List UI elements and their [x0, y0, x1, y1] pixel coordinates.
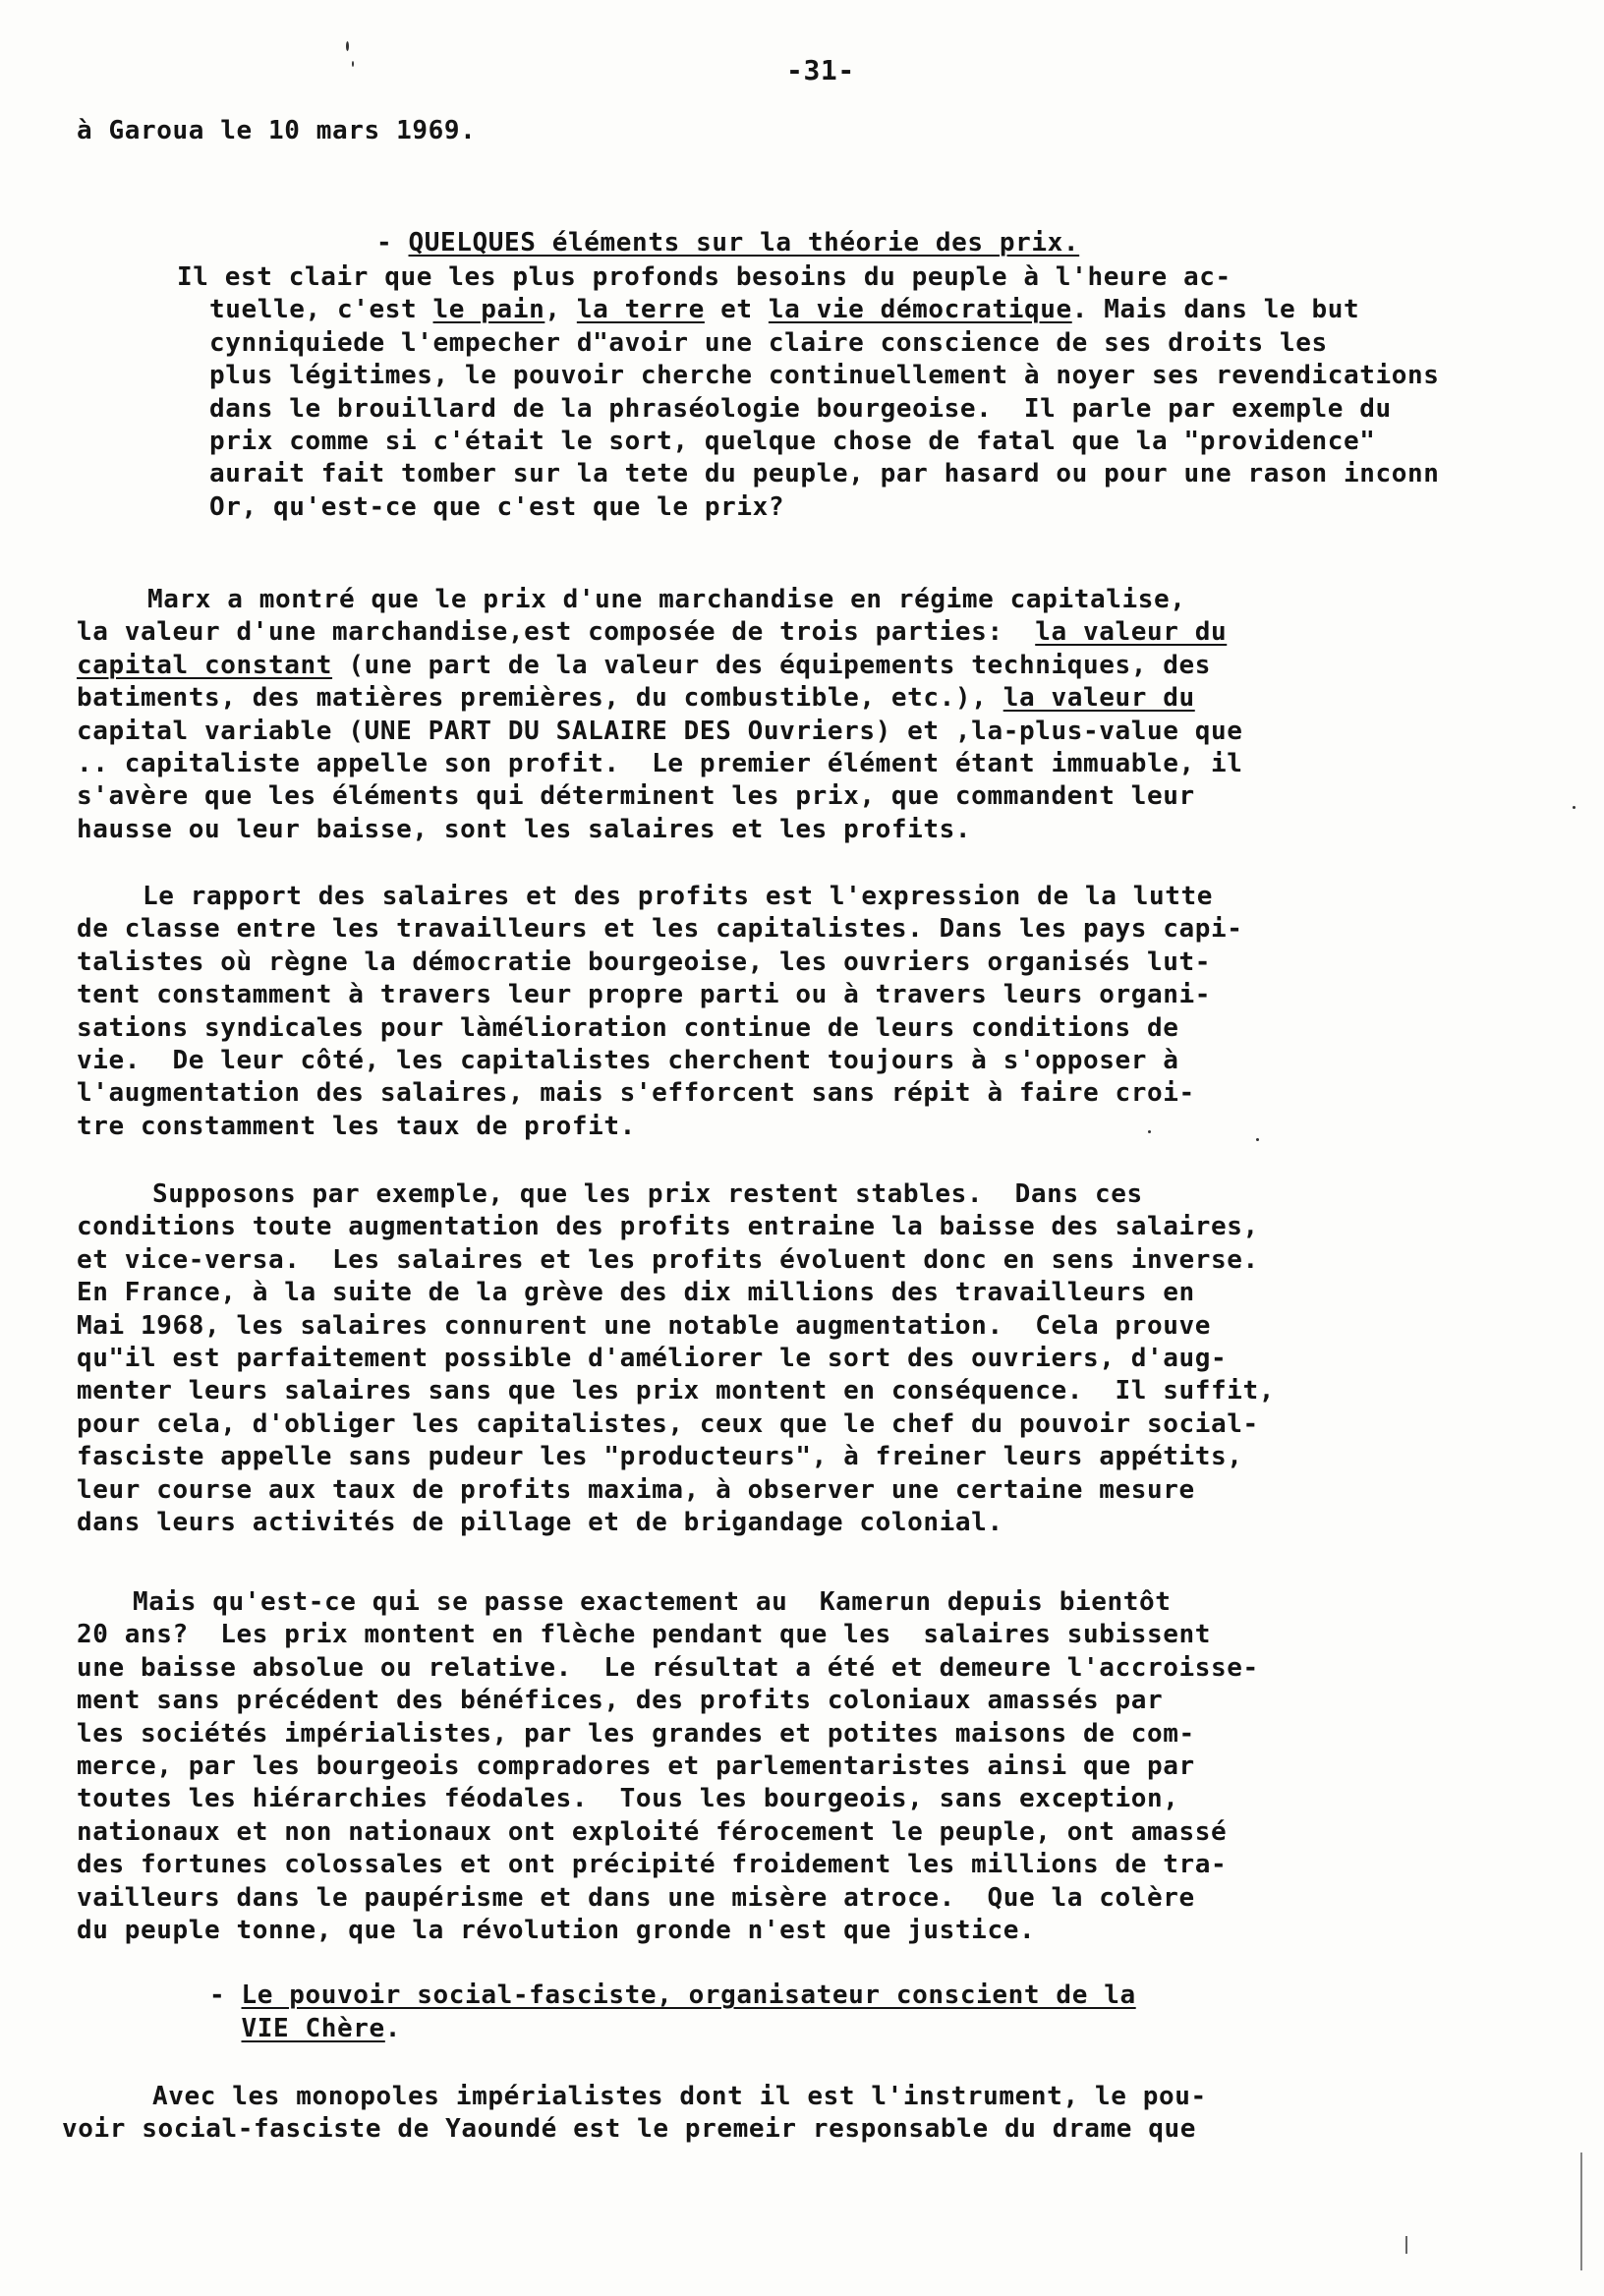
- text-line: [77, 815, 971, 844]
- underlined-text: la valeur du: [1035, 617, 1228, 647]
- text-line: [77, 651, 1211, 680]
- text-run: s'avère que les éléments qui déterminent les prix, que commandent leur: [77, 781, 1195, 811]
- text-line: [147, 585, 1185, 614]
- underlined-text: la terre: [576, 295, 705, 324]
- text-line: [209, 295, 1359, 324]
- text-run: vailleurs dans le paupérisme et dans une misère atroce. Que la colère: [77, 1883, 1195, 1913]
- text-run: Le rapport des salaires et des profits est l'expression de la lutte: [143, 882, 1213, 911]
- text-line: [143, 882, 1213, 911]
- text-run: les sociétés impérialistes, par les grandes et potites maisons de com-: [77, 1719, 1195, 1749]
- text-line: [77, 1112, 636, 1141]
- text-line: [133, 1587, 1171, 1617]
- text-run: du peuple tonne, que la révolution gronde n'est que justice.: [77, 1916, 1036, 1945]
- text-run: 20 ans? Les prix montent en flèche pendant que les salaires subissent: [77, 1620, 1211, 1649]
- text-run: et vice-versa. Les salaires et les profits évoluent donc en sens inverse.: [77, 1245, 1259, 1275]
- text-run: Or, qu'est-ce que c'est que le prix?: [209, 492, 785, 522]
- text-line: [177, 262, 1232, 292]
- text-line: [77, 781, 1195, 811]
- text-line: [77, 1784, 1178, 1813]
- text-line: [77, 980, 1211, 1009]
- text-run: pour cela, d'obliger les capitalistes, ceux que le chef du pouvoir social-: [77, 1409, 1259, 1439]
- text-run: capital variable (UNE PART DU SALAIRE DES Ouvriers) et ,la-plus-value que: [77, 717, 1243, 746]
- text-line: [77, 1653, 1259, 1683]
- text-line: [77, 1078, 1195, 1108]
- text-line: [77, 1850, 1227, 1879]
- text-run: tuelle, c'est: [209, 295, 433, 324]
- text-line: [209, 361, 1440, 390]
- text-run: batiments, des matières premières, du combustible, etc.),: [77, 683, 1003, 713]
- text-line: [77, 1817, 1227, 1847]
- text-line: [77, 1686, 1163, 1715]
- dateline: à Garoua le 10 mars 1969.: [77, 116, 477, 145]
- text-run: dans leurs activités de pillage et de brigandage colonial.: [77, 1508, 1003, 1537]
- text-run: talistes où règne la démocratie bourgeoise, les ouvriers organisés lut-: [77, 947, 1211, 977]
- text-run: qu"il est parfaitement possible d'améliorer le sort des ouvriers, d'aug-: [77, 1344, 1228, 1373]
- text-run: l'augmentation des salaires, mais s'efforcent sans répit à faire croi-: [77, 1078, 1195, 1108]
- scan-speck: [352, 61, 354, 67]
- text-line: [152, 2082, 1207, 2111]
- text-run: voir social-fasciste de Yaoundé est le premeir responsable du drame que: [62, 2114, 1196, 2144]
- text-line: [77, 1508, 1003, 1537]
- text-line: [77, 1883, 1195, 1913]
- scan-speck: [1256, 1138, 1259, 1141]
- text-line: [77, 1620, 1211, 1649]
- text-line: [62, 2114, 1196, 2144]
- heading-text: VIE Chère: [241, 2014, 385, 2043]
- underlined-text: capital constant: [77, 651, 333, 680]
- heading-text: Le pouvoir social-fasciste, organisateur conscient de la: [241, 1980, 1136, 2010]
- scan-speck: [1573, 806, 1575, 809]
- text-line: [209, 492, 784, 522]
- text-run: des fortunes colossales et ont précipité froidement les millions de tra-: [77, 1850, 1228, 1879]
- text-run: menter leurs salaires sans que les prix montent en conséquence. Il suffit,: [77, 1376, 1275, 1406]
- text-run: . Mais dans le but: [1071, 295, 1360, 324]
- text-line: [77, 1046, 1178, 1075]
- text-run: tent constamment à travers leur propre parti ou à travers leurs organi-: [77, 980, 1211, 1009]
- section-heading-1: [376, 228, 1079, 258]
- text-run: de classe entre les travailleurs et les capitalistes. Dans les pays capi-: [77, 914, 1243, 944]
- text-run: fasciste appelle sans pudeur les "producteurs", à freiner leurs appétits,: [77, 1442, 1243, 1471]
- text-run: conditions toute augmentation des profits entraine la baisse des salaires,: [77, 1212, 1259, 1241]
- text-line: [209, 459, 1440, 488]
- section-heading-2-line-2: [209, 2014, 401, 2043]
- text-line: [77, 1344, 1227, 1373]
- text-line: [209, 427, 1376, 456]
- text-run: merce, par les bourgeois compradores et parlementaristes ainsi que par: [77, 1751, 1195, 1781]
- text-run: aurait fait tomber sur la tete du peuple, par hasard ou pour une rason inconn: [209, 459, 1440, 488]
- text-run: dans le brouillard de la phraséologie bourgeoise. Il parle par exemple du: [209, 394, 1392, 424]
- text-run: En France, à la suite de la grève des dix millions des travailleurs en: [77, 1278, 1195, 1307]
- text-line: [77, 1719, 1195, 1749]
- text-line: [77, 717, 1243, 746]
- text-line: [77, 1442, 1243, 1471]
- scan-speck: [346, 41, 349, 51]
- text-line: [77, 1409, 1259, 1439]
- scan-edge-mark: [1580, 2152, 1582, 2270]
- text-line: [77, 1212, 1259, 1241]
- text-line: [77, 1013, 1178, 1043]
- text-line: [77, 1916, 1035, 1945]
- text-run: cynniquiede l'empecher d"avoir une claire conscience de ses droits les: [209, 328, 1328, 358]
- text-run: Mais qu'est-ce qui se passe exactement au Kamerun depuis bientôt: [133, 1587, 1172, 1617]
- page-number: -31-: [786, 54, 855, 86]
- heading-suffix: .: [384, 2014, 402, 2043]
- text-line: [77, 1278, 1195, 1307]
- scan-edge-mark: [1405, 2236, 1407, 2254]
- text-run: ,: [544, 295, 577, 324]
- text-line: [77, 1376, 1275, 1406]
- text-run: toutes les hiérarchies féodales. Tous les bourgeois, sans exception,: [77, 1784, 1179, 1813]
- text-run: hausse ou leur baisse, sont les salaires et les profits.: [77, 815, 972, 844]
- text-line: [77, 1245, 1259, 1275]
- text-run: prix comme si c'était le sort, quelque chose de fatal que la "providence": [209, 427, 1376, 456]
- heading-text: QUELQUES éléments sur la théorie des prix.: [408, 228, 1080, 258]
- text-run: la valeur d'une marchandise,est composée de trois parties:: [77, 617, 1036, 647]
- text-run: leur course aux taux de profits maxima, à observer une certaine mesure: [77, 1475, 1195, 1505]
- text-run: Il est clair que les plus profonds besoins du peuple à l'heure ac-: [177, 262, 1232, 292]
- text-line: [209, 328, 1328, 358]
- section-heading-2-line-1: [209, 1980, 1136, 2010]
- underlined-text: le pain: [432, 295, 545, 324]
- underlined-text: la valeur du: [1002, 683, 1195, 713]
- text-run: une baisse absolue ou relative. Le résultat a été et demeure l'accroisse-: [77, 1653, 1259, 1683]
- text-run: vie. De leur côté, les capitalistes cherchent toujours à s'opposer à: [77, 1046, 1179, 1075]
- text-line: [77, 1311, 1211, 1341]
- text-line: [77, 617, 1227, 647]
- heading-dash: -: [209, 1980, 242, 2010]
- text-line: [152, 1179, 1143, 1209]
- text-run: ment sans précédent des bénéfices, des profits coloniaux amassés par: [77, 1686, 1164, 1715]
- text-run: tre constamment les taux de profit.: [77, 1112, 636, 1141]
- text-line: [77, 1751, 1195, 1781]
- text-line: [77, 683, 1195, 713]
- text-line: [77, 749, 1243, 778]
- scan-speck: [1148, 1130, 1151, 1133]
- text-line: [77, 1475, 1195, 1505]
- text-run: Avec les monopoles impérialistes dont il est l'instrument, le pou-: [152, 2082, 1207, 2111]
- text-run: Marx a montré que le prix d'une marchandise en régime capitalise,: [147, 585, 1186, 614]
- text-run: (une part de la valeur des équipements techniques, des: [332, 651, 1211, 680]
- heading-dash: -: [376, 228, 409, 258]
- text-run: .. capitaliste appelle son profit. Le premier élément étant immuable, il: [77, 749, 1243, 778]
- text-run: plus légitimes, le pouvoir cherche continuellement à noyer ses revendications: [209, 361, 1440, 390]
- underlined-text: la vie démocratique: [768, 295, 1072, 324]
- text-line: [77, 914, 1243, 944]
- text-run: sations syndicales pour làmélioration continue de leurs conditions de: [77, 1013, 1179, 1043]
- text-run: nationaux et non nationaux ont exploité férocement le peuple, ont amassé: [77, 1817, 1228, 1847]
- text-run: Supposons par exemple, que les prix restent stables. Dans ces: [152, 1179, 1143, 1209]
- text-line: [209, 394, 1392, 424]
- text-run: Mai 1968, les salaires connurent une notable augmentation. Cela prouve: [77, 1311, 1211, 1341]
- text-line: [77, 947, 1211, 977]
- text-run: et: [704, 295, 769, 324]
